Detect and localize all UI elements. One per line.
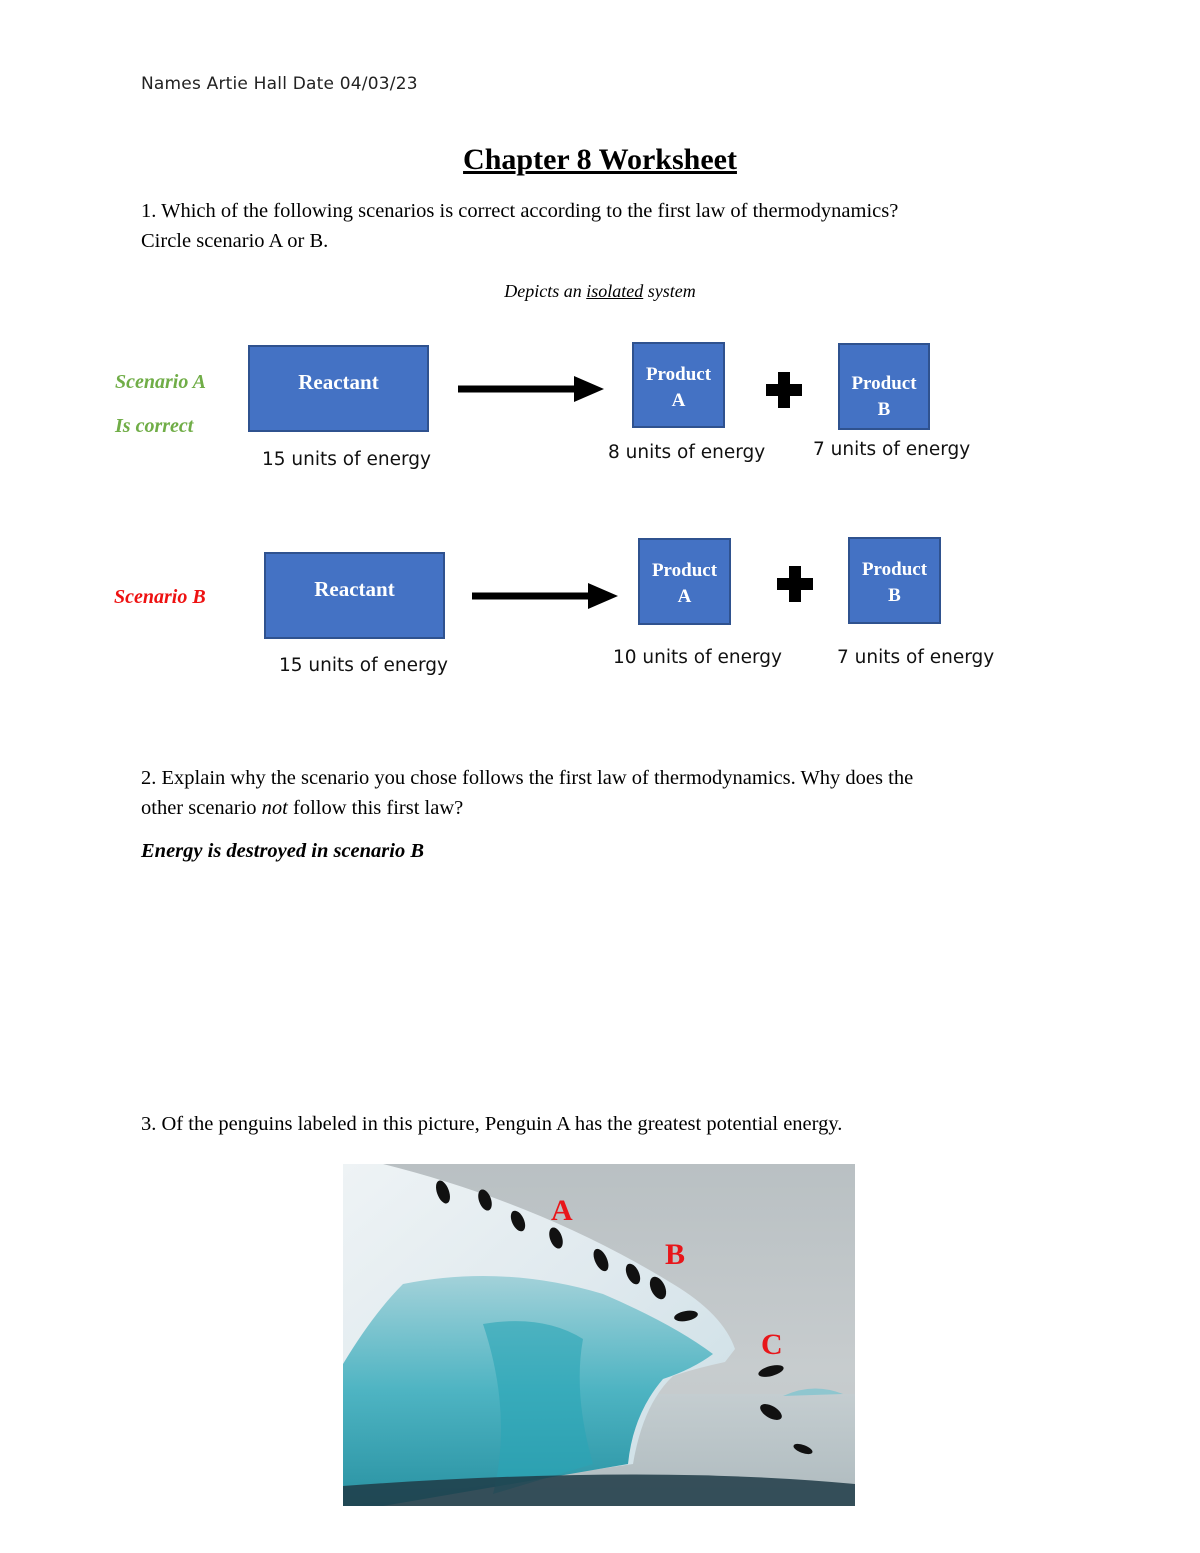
question-2-line-2-italic: not: [261, 797, 288, 819]
penguin-iceberg-photo: [343, 1164, 855, 1506]
diagram-caption: [0, 281, 1200, 302]
question-1-line-1: 1. Which of the following scenarios is correct according to the first law of thermodynamics?: [141, 200, 899, 222]
scenario-a-product-a-line1: Product: [645, 364, 712, 385]
scenario-b-product-b-line2: B: [888, 585, 901, 606]
scenario-a-reactant-label: Reactant: [298, 370, 379, 394]
scenario-a-label: Scenario A: [115, 371, 206, 393]
scenario-a-product-a-energy: 8 units of energy: [608, 442, 766, 463]
question-1: [141, 196, 898, 256]
scenario-b-reactant-box: [264, 552, 445, 639]
question-2-line-2-before: other scenario: [141, 797, 262, 819]
caption-underlined: isolated: [586, 281, 644, 301]
scenario-b-plus-icon: [777, 566, 813, 602]
penguin-label-b: B: [665, 1238, 686, 1271]
scenario-b-arrow-icon: [470, 579, 620, 613]
penguin-label-c: C: [761, 1328, 783, 1361]
scenario-a-product-b-line2: B: [877, 399, 891, 420]
scenario-a-product-b-line1: Product: [851, 373, 917, 394]
scenario-a-reactant-energy: 15 units of energy: [262, 449, 431, 470]
scenario-b-product-a-energy: 10 units of energy: [613, 647, 782, 668]
scenario-a-product-a-line2: A: [671, 390, 686, 411]
scenario-a-reactant-box: [248, 345, 429, 432]
scenario-a-note: Is correct: [115, 415, 194, 437]
scenario-b-label: Scenario B: [114, 586, 206, 608]
question-2-line-2: [141, 793, 913, 823]
page-title-text: Chapter 8 Worksheet: [463, 143, 737, 176]
penguin-label-a: A: [551, 1194, 573, 1227]
question-3: 3. Of the penguins labeled in this picture, Penguin A has the greatest potential energy.: [141, 1113, 843, 1135]
question-2-line-2-after: follow this first law?: [287, 797, 464, 819]
scenario-a-plus-icon: [766, 372, 802, 408]
scenario-a-product-b-box: [838, 343, 930, 430]
question-2-answer: Energy is destroyed in scenario B: [141, 840, 425, 862]
scenario-b-product-a-box: [638, 538, 731, 625]
question-1-line-2: Circle scenario A or B.: [141, 230, 329, 252]
page-title: [0, 143, 1200, 177]
caption-before: Depicts an: [504, 281, 587, 301]
scenario-b-product-b-line1: Product: [861, 559, 928, 580]
caption-after: system: [643, 281, 696, 301]
scenario-b-product-a-line1: Product: [651, 560, 718, 581]
question-2-line-1: 2. Explain why the scenario you chose follows the first law of thermodynamics. Why does the: [141, 767, 914, 789]
scenario-b-reactant-energy: 15 units of energy: [279, 655, 448, 676]
question-2: [141, 763, 913, 823]
scenario-a-product-a-box: [632, 342, 725, 428]
scenario-b-product-b-box: [848, 537, 941, 624]
header-name-date: Names Artie Hall Date 04/03/23: [141, 74, 418, 94]
scenario-b-product-a-line2: A: [677, 586, 692, 607]
scenario-a-product-b-energy: 7 units of energy: [813, 439, 971, 460]
scenario-a-arrow-icon: [456, 372, 606, 406]
scenario-b-product-b-energy: 7 units of energy: [837, 647, 995, 668]
scenario-b-reactant-label: Reactant: [314, 577, 395, 601]
